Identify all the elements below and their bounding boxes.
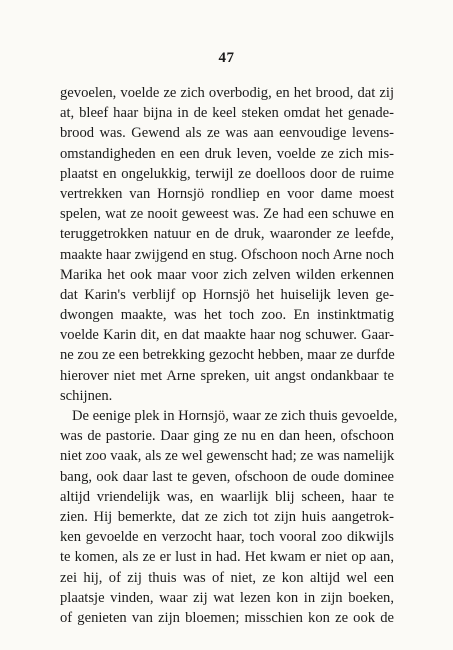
text-line: ne zou ze een betrekking gezocht hebben, maar ze durfde (60, 347, 395, 364)
text-line: altijd vriendelijk was, en waarlijk blij scheen, haar te (60, 488, 394, 505)
text-line: maakte haar zwijgend en stug. Ofschoon noch Arne noch (60, 246, 394, 263)
text-line: te komen, als ze er lust in had. Het kwam er niet op aan, (60, 549, 394, 566)
paragraph-1 (60, 83, 394, 406)
text-line: spelen, wat ze nooit geweest was. Ze had een schuwe en (60, 206, 394, 223)
text-line: brood was. Gewend als ze was aan eenvoudige levens- (60, 125, 394, 142)
paragraph-2 (60, 406, 398, 628)
text-line: dat Karin's verblijf op Hornsjö het huiselijk leven ge- (60, 286, 394, 303)
text-line: schijnen. (60, 387, 113, 404)
text-line: of genieten van zijn bloemen; misschien kon ze ook de (60, 609, 394, 626)
text-line: De eenige plek in Hornsjö, waar ze zich thuis gevoelde, (72, 408, 398, 424)
text-line: dwongen maakte, was het toch zoo. En instinktmatig (60, 307, 394, 324)
text-line: plaatsje vinden, waar zij wat lezen kon in zijn boeken, (60, 589, 394, 606)
text-line: plaatst en ongelukkig, terwijl ze doelloos door de ruime (60, 165, 394, 182)
text-line: teruggetrokken natuur en de druk, waaronder ze leefde, (60, 226, 394, 243)
text-line: niet zoo vaak, als ze wel gewenscht had; ze was namelijk (60, 448, 395, 465)
body-text (60, 83, 398, 628)
text-line: gevoelen, voelde ze zich overbodig, en het brood, dat zij (60, 85, 394, 101)
text-line: zien. Hij bemerkte, dat ze zich tot zijn huis aangetrok- (60, 508, 394, 525)
text-line: zei hij, of zij thuis was of niet, ze kon altijd wel een (60, 569, 394, 586)
text-line: vertrekken van Hornsjö rondliep en voor dame moest (60, 185, 394, 202)
text-line: omstandigheden en een druk leven, voelde ze zich mis- (60, 145, 394, 162)
text-line: was de pastorie. Daar ging ze nu en dan heen, ofschoon (60, 428, 394, 445)
text-line: at, bleef haar bijna in de keel steken omdat het genade- (60, 105, 394, 122)
text-line: Marika het ook maar voor zich zelven wilden erkennen (60, 266, 394, 283)
page-number: 47 (218, 50, 235, 66)
text-line: hierover niet met Arne spreken, uit angst ondankbaar te (60, 367, 394, 384)
text-line: ken gevoelde en verzocht haar, toch vooral zoo dikwijls (60, 529, 394, 546)
text-line: bang, ook daar last te geven, ofschoon de oude dominee (60, 468, 394, 485)
text-line: voelde Karin dit, en dat maakte haar nog schuwer. Gaar- (60, 327, 394, 344)
